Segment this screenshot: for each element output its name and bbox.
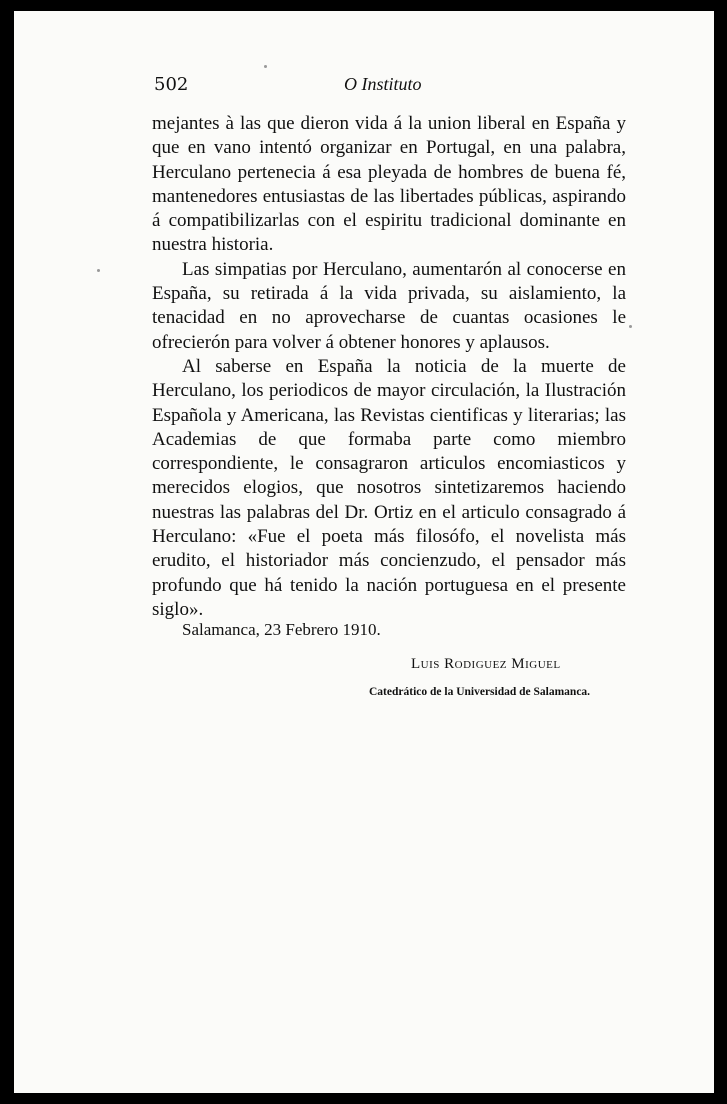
paragraph-1: mejantes à las que dieron vida á la union liberal en España y que en vano intentó organizar en Portugal, en una palabra, Herculano pertenecia á esa pleyada de hombres de buena fé, mantenedores entusiastas de las libertades públicas, aspirando á compatibilizarlas con el espiritu tradicional dominante en nuestra historia. — [152, 113, 626, 256]
paper-speck — [264, 65, 267, 68]
author-signature: Luis Rodiguez Miguel — [411, 656, 561, 672]
author-title: Catedrático de la Universidad de Salamanca. — [369, 686, 591, 698]
page-number: 502 — [154, 74, 189, 95]
dateline: Salamanca, 23 Febrero 1910. — [182, 620, 381, 639]
running-title: O Instituto — [344, 74, 422, 94]
paper-speck — [97, 269, 100, 272]
paragraph-2: Las simpatias por Herculano, aumentarón al conocerse en España, su retirada á la vida privada, su aislamiento, la tenacidad en no aprovecharse de cuantas ocasiones le ofrecierón para volver á obtener honores y aplausos. — [152, 258, 626, 353]
body-text — [152, 112, 626, 622]
paper-speck — [629, 325, 632, 328]
paragraph-3: Al saberse en España la noticia de la muerte de Herculano, los periodicos de mayor circulación, la Ilustración Española y Americana, las Revistas cientificas y literarias; las Academias de que formaba parte como miembro correspondiente, le consagraron articulos encomiasticos y merecidos elogios, que nosotros sintetizaremos haciendo nuestras las palabras del Dr. Ortiz en el articulo consagrado á Herculano: «Fue el poeta más filosófo, el novelista más erudito, el historiador más concienzudo, el pensador más profundo que há tenido la nación portuguesa en el presente siglo». — [152, 355, 626, 620]
document-page — [14, 11, 714, 1093]
